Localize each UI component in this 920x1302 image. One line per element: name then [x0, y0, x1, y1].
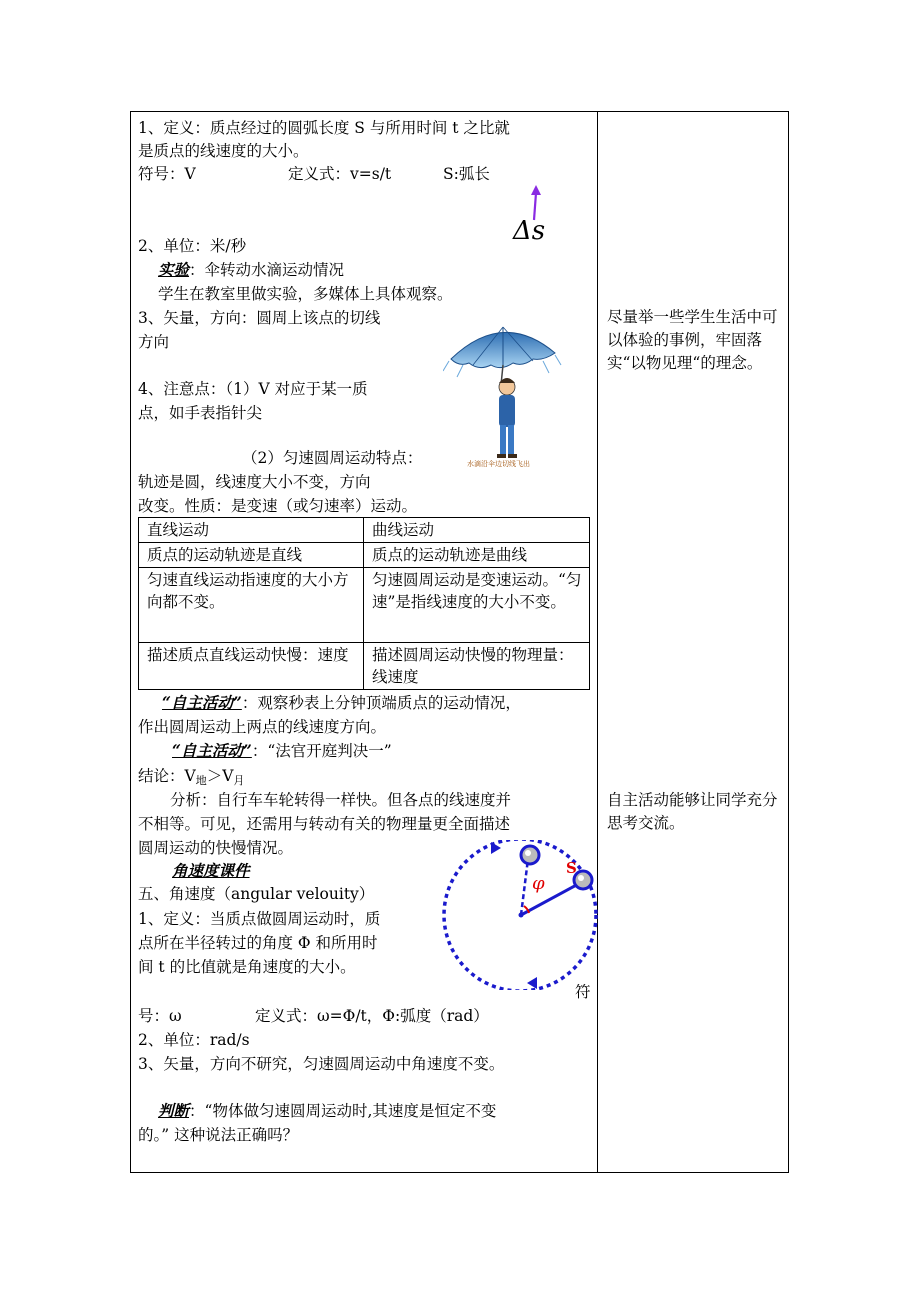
- notes-line4: 轨迹是圆，线速度大小不变，方向: [138, 473, 371, 491]
- activity2-text: ：“法官开庭判决一”: [251, 742, 392, 760]
- teaching-note-2: 自主活动能够让同学充分思考交流。: [607, 791, 778, 832]
- def1-line2: 是质点的线速度的大小。: [138, 142, 309, 160]
- delta-s-label: Δs: [513, 216, 546, 246]
- activity1-line1: [138, 692, 521, 714]
- experiment-line: [158, 259, 344, 281]
- conclusion-line: [138, 765, 244, 792]
- conclusion-sub-moon: 月: [233, 774, 245, 787]
- conclusion-sub-earth: 地: [195, 774, 207, 787]
- angular-vector: 3、矢量，方向不研究，匀速圆周运动中角速度不变。: [138, 1055, 505, 1073]
- formula: 定义式：v=s/t: [288, 165, 392, 183]
- cell: 质点的运动轨迹是曲线: [364, 543, 590, 568]
- notes-line5: 改变。性质：是变速（或匀速率）运动。: [138, 497, 418, 515]
- angular-formula: 定义式：ω=Φ/t，Φ:弧度（rad）: [255, 1007, 489, 1025]
- analysis-line1: 分析：自行车车轮转得一样快。但各点的线速度并: [170, 791, 512, 809]
- activity2-line: [138, 740, 392, 762]
- activity2-title: “自主活动”: [172, 741, 252, 760]
- angular-def2: 点所在半径转过的角度 Φ 和所用时: [138, 934, 378, 952]
- notes-line2: 点，如手表指针尖: [138, 404, 263, 422]
- experiment-title: 实验: [158, 260, 190, 279]
- symbol-label: 符号：V: [138, 165, 196, 183]
- cell: 描述质点直线运动快慢：速度: [139, 643, 364, 690]
- phi-label: φ: [532, 873, 545, 894]
- umbrella-illustration: [443, 315, 563, 473]
- table-header-row: [139, 518, 590, 543]
- header-curved: 曲线运动: [364, 518, 590, 543]
- judge-title: 判断: [158, 1101, 190, 1120]
- def1-line1: 1、定义：质点经过的圆弧长度 S 与所用时间 t 之比就: [138, 119, 510, 137]
- cell: 描述圆周运动快慢的物理量：线速度: [364, 643, 590, 690]
- conclusion-prefix: 结论：V: [138, 767, 196, 785]
- arc-label: S:弧长: [443, 165, 490, 183]
- header-linear: 直线运动: [139, 518, 364, 543]
- table-row: [139, 568, 590, 643]
- vector-line1: 3、矢量，方向：圆周上该点的切线: [138, 309, 381, 327]
- conclusion-mid: ＞V: [206, 767, 234, 785]
- column-divider: [597, 111, 598, 1173]
- analysis-line3: 圆周运动的快慢情况。: [138, 839, 294, 857]
- experiment-desc: 学生在教室里做实验，多媒体上具体观察。: [158, 285, 453, 303]
- cell: 匀速直线运动指速度的大小方向都不变。: [139, 568, 364, 643]
- comparison-table: [138, 517, 590, 690]
- unit-line: 2、单位：米/秒: [138, 237, 247, 255]
- angular-def1: 1、定义：当质点做圆周运动时，质: [138, 910, 381, 928]
- table-row: [139, 543, 590, 568]
- judge-line2: 的。” 这种说法正确吗？: [138, 1126, 299, 1144]
- analysis-line2: 不相等。可见，还需用与转动有关的物理量更全面描述: [138, 815, 511, 833]
- notes-line1: 4、注意点：（1）V 对应于某一质: [138, 380, 368, 398]
- teaching-note-1: 尽量举一些学生生活中可以体验的事例，牢固落实“以物见理“的理念。: [607, 308, 778, 372]
- activity1-text: ：观察秒表上分钟顶端质点的运动情况，: [241, 694, 521, 712]
- s-label: S: [566, 859, 577, 877]
- table-row: [139, 643, 590, 690]
- umbrella-caption: 水滴沿伞边切线飞出: [467, 460, 530, 468]
- notes-line3: （2）匀速圆周运动特点：: [242, 449, 423, 467]
- angular-heading: 五、角速度（angular velouity）: [138, 885, 375, 903]
- angular-velocity-diagram: [435, 840, 605, 990]
- activity1-line2: 作出圆周运动上两点的线速度方向。: [138, 718, 387, 736]
- judge-line1: [158, 1100, 496, 1122]
- judge-text: ：“物体做匀速圆周运动时,其速度是恒定不变: [189, 1102, 497, 1120]
- activity1-title: “自主活动”: [162, 693, 242, 712]
- angular-def3: 间 t 的比值就是角速度的大小。: [138, 958, 356, 976]
- vector-line2: 方向: [138, 333, 170, 351]
- experiment-text: ：伞转动水滴运动情况: [189, 261, 345, 279]
- angular-symbol: 号：ω: [138, 1007, 182, 1025]
- angular-unit: 2、单位：rad/s: [138, 1031, 250, 1049]
- cell: 质点的运动轨迹是直线: [139, 543, 364, 568]
- cell: 匀速圆周运动是变速运动。“匀速”是指线速度的大小不变。: [364, 568, 590, 643]
- angular-title: 角速度课件: [172, 861, 250, 880]
- fu-char: 符: [575, 983, 591, 1001]
